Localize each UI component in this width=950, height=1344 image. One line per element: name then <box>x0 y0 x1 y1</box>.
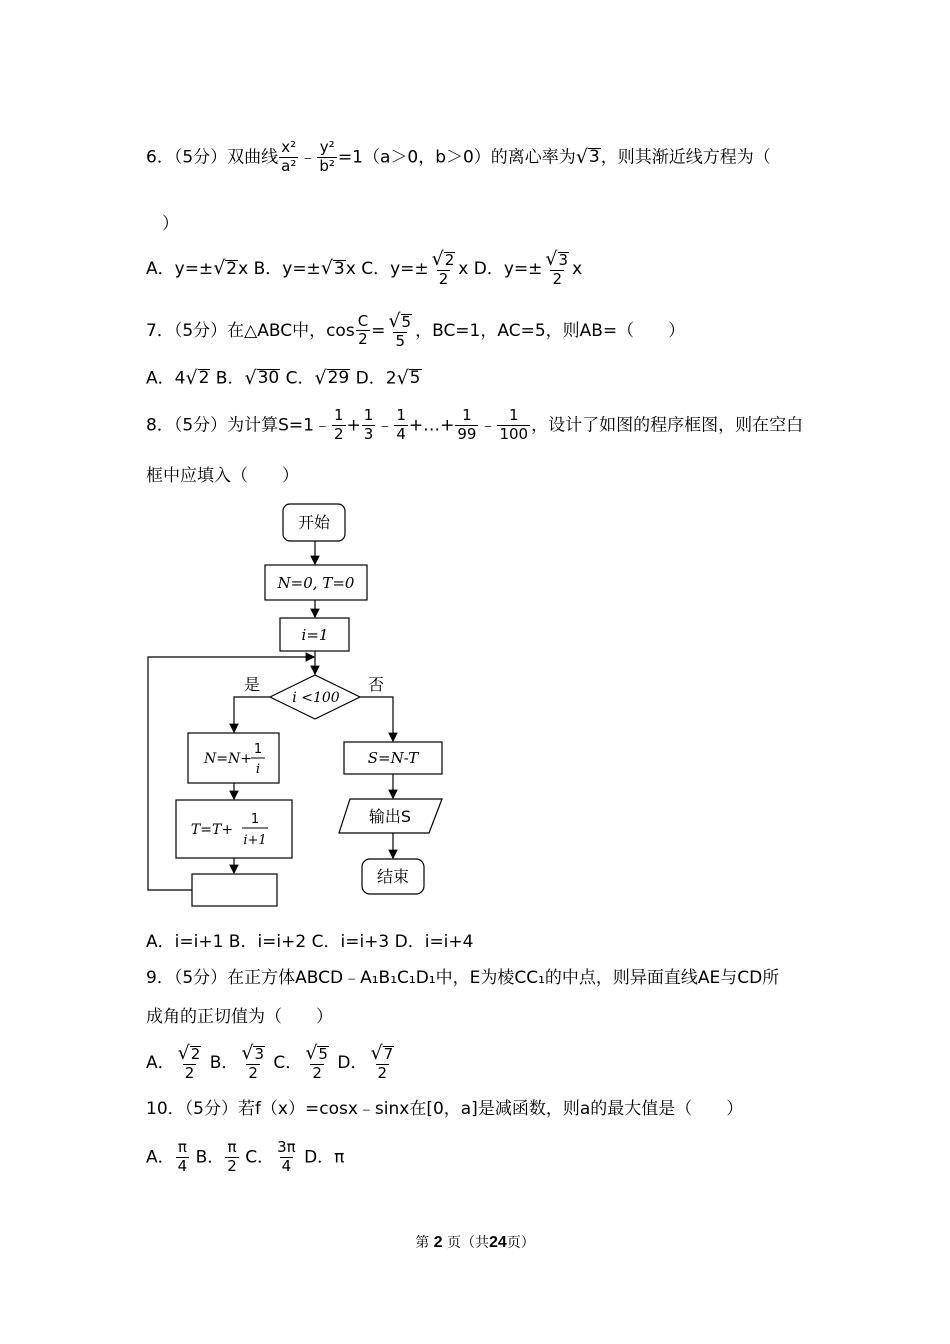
minus-sign: ﹣ <box>299 147 317 168</box>
frac-den: 99 <box>457 424 477 443</box>
page-number: 2 <box>433 1234 443 1251</box>
minus: ﹣ <box>479 415 497 436</box>
frac-num: π <box>227 1138 237 1156</box>
sqrt: √ 2 <box>177 1042 201 1064</box>
choice-d-label: D． <box>298 1147 335 1168</box>
sqrt: √ 2 <box>213 257 238 280</box>
choice-c-label: C． <box>239 1147 275 1168</box>
frac-num: 1 <box>333 406 344 424</box>
q10-choices <box>146 1140 344 1175</box>
frac-den: 2 <box>227 1156 237 1175</box>
choice-c-label: C． <box>268 1052 303 1073</box>
radicand: 2 <box>444 251 455 270</box>
equals: = <box>371 320 386 341</box>
frac <box>356 311 370 349</box>
q8-stem <box>146 408 803 443</box>
choice-b-label: B． <box>210 368 245 389</box>
t-num: 1 <box>250 812 260 827</box>
q8-choices-text: A．i=i+1 B．i=i+2 C．i=i+3 D．i=i+4 <box>146 932 474 952</box>
sqrt: √ 2 <box>185 367 210 389</box>
init-label: N=0, T=0 <box>277 574 355 592</box>
frac-den: 2 <box>377 1064 388 1082</box>
frac-den: 2 <box>333 424 344 443</box>
q6-choices <box>146 250 582 288</box>
frac-num: 1 <box>396 406 406 424</box>
frac-num: 1 <box>363 406 374 424</box>
choice-d-label: D．2 <box>350 368 397 389</box>
sqrt: √ 7 <box>370 1042 394 1064</box>
q6-lead: 6．（5分）双曲线 <box>146 147 279 168</box>
frac-num <box>303 1044 331 1064</box>
frac <box>275 1140 298 1175</box>
ellipsis: +…+ <box>408 415 455 436</box>
s-calc-label: S=N-T <box>367 749 419 767</box>
choice-d-value: π <box>334 1147 345 1168</box>
frac <box>394 408 408 443</box>
choice-d-x: x <box>572 258 583 279</box>
frac <box>430 250 458 288</box>
q9-line1-text: 9．（5分）在正方体ABCD﹣A₁B₁C₁D₁中，E为棱CC₁的中点，则异面直线AE与CD所 <box>146 968 780 988</box>
radicand: 3 <box>558 251 569 270</box>
q8-tail: ，设计了如图的程序框图，则在空白 <box>531 415 804 436</box>
sqrt: √ 5 <box>305 1042 328 1064</box>
radicand: 5 <box>409 368 421 389</box>
frac <box>362 408 376 443</box>
choice-a-label: A．4 <box>146 368 186 389</box>
choice-a-x: x <box>238 258 249 279</box>
q9-choices <box>146 1044 397 1082</box>
frac-num <box>430 250 458 270</box>
n-update-label: N=N+ <box>204 751 252 767</box>
q7-choices <box>146 369 422 388</box>
q6-tail: ，则其渐近线方程为（ <box>600 147 771 168</box>
frac-den: 2 <box>552 270 562 288</box>
q7-tail: ，BC=1，AC=5，则AB=（ ） <box>415 320 686 341</box>
frac-den: 4 <box>396 424 406 443</box>
choice-a-label: A． <box>146 1052 175 1073</box>
radicand: 3 <box>254 1045 265 1064</box>
q8-lead: 8．（5分）为计算S=1﹣ <box>146 415 331 436</box>
frac-den: 2 <box>248 1064 258 1082</box>
frac-num <box>176 1044 204 1064</box>
frac-den: 3 <box>363 424 374 443</box>
q8-line2-text: 框中应填入（ ） <box>146 466 299 486</box>
q9-line2-text: 成角的正切值为（ ） <box>146 1007 333 1027</box>
radicand: 5 <box>401 313 412 332</box>
radicand: 3 <box>333 258 345 279</box>
frac <box>543 250 571 288</box>
yes-label: 是 <box>243 675 261 694</box>
i-init-label: i=1 <box>301 626 329 644</box>
t-den: i+1 <box>243 833 267 848</box>
end-label: 结束 <box>376 867 410 886</box>
radicand: 2 <box>190 1045 201 1064</box>
frac <box>176 1044 204 1082</box>
frac-num <box>543 250 571 270</box>
frac <box>386 312 414 350</box>
footer-post: 页） <box>506 1235 535 1251</box>
radicand: 3 <box>588 146 600 167</box>
radicand: 2 <box>198 368 210 389</box>
frac-den: 4 <box>281 1156 292 1175</box>
choice-a-label: A． <box>146 1147 175 1168</box>
page-footer <box>0 1232 950 1252</box>
frac-den: 100 <box>499 424 529 443</box>
total-pages: 24 <box>489 1234 507 1251</box>
cond-label: i <100 <box>292 690 340 706</box>
frac-num: 1 <box>509 406 519 424</box>
footer-pre: 第 <box>415 1235 430 1251</box>
sqrt: √ 3 <box>575 145 600 168</box>
choice-b-x: x <box>345 258 356 279</box>
q9-line1 <box>146 970 779 987</box>
radicand: 2 <box>226 258 238 279</box>
frac-x2-a2 <box>279 140 298 175</box>
radicand: 7 <box>383 1045 394 1064</box>
frac <box>239 1044 267 1082</box>
frac-den: 2 <box>438 270 449 288</box>
t-update-label: T=T+ <box>190 822 234 838</box>
frac-num: π <box>177 1138 187 1156</box>
sqrt: √ 29 <box>314 367 350 389</box>
plus: + <box>346 415 361 436</box>
frac-den: 5 <box>395 332 406 350</box>
footer-mid: 页（共 <box>447 1235 489 1251</box>
blank-box <box>192 874 277 906</box>
frac <box>176 1140 190 1175</box>
frac-den: b² <box>319 156 335 175</box>
frac-den: 2 <box>312 1064 322 1082</box>
q6-close <box>162 216 179 233</box>
frac-den: 2 <box>184 1064 195 1082</box>
choice-b-label: B． <box>190 1147 225 1168</box>
frac-den: a² <box>281 156 297 175</box>
q8-choices <box>146 934 473 951</box>
frac-den: 2 <box>358 330 368 349</box>
frac-num: 3π <box>277 1138 296 1156</box>
no-label: 否 <box>367 675 385 694</box>
frac <box>368 1044 396 1082</box>
choice-b-label: B．y=± <box>248 258 321 279</box>
sqrt: √ 5 <box>396 367 421 389</box>
q6-stem <box>146 140 771 175</box>
frac-y2-b2 <box>317 140 337 175</box>
choice-b-label: B． <box>204 1052 239 1073</box>
start-label: 开始 <box>297 513 331 532</box>
radicand: 30 <box>257 368 280 389</box>
n-num: 1 <box>253 742 263 757</box>
frac-num: 1 <box>462 406 472 424</box>
sqrt: √ 3 <box>320 257 345 280</box>
choice-c-x: x <box>458 258 469 279</box>
choice-c-label: C．y=± <box>355 258 429 279</box>
frac <box>225 1140 239 1175</box>
frac <box>332 408 346 443</box>
n-den: i <box>255 762 261 777</box>
frac-num: y² <box>319 138 335 156</box>
choice-c-label: C． <box>280 368 315 389</box>
choice-d-label: D．y=± <box>468 258 543 279</box>
frac <box>497 408 530 443</box>
frac-num: x² <box>281 138 297 156</box>
radicand: 29 <box>327 368 350 389</box>
q7-lead: 7．（5分）在△ABC中，cos <box>146 320 355 341</box>
q9-line2 <box>146 1009 333 1026</box>
frac <box>303 1044 331 1082</box>
close-paren: ） <box>162 214 179 234</box>
frac-num <box>368 1044 396 1064</box>
sqrt: √ 30 <box>244 367 280 389</box>
minus: ﹣ <box>376 415 394 436</box>
frac-num: C <box>357 311 369 330</box>
sqrt: √ 3 <box>545 248 569 270</box>
q10-line1 <box>146 1101 743 1118</box>
q8-line2 <box>146 468 299 485</box>
choice-d-label: D． <box>331 1052 368 1073</box>
choice-a-label: A．y=± <box>146 258 214 279</box>
sqrt: √ 5 <box>388 310 412 332</box>
frac-den: 4 <box>177 1156 188 1175</box>
frac <box>455 408 478 443</box>
frac-num <box>239 1044 267 1064</box>
output-label: 输出S <box>368 807 412 826</box>
sqrt: √ 2 <box>431 248 455 270</box>
q6-mid: =1（a＞0，b＞0）的离心率为 <box>337 147 576 168</box>
q10-line1-text: 10．（5分）若f（x）=cosx﹣sinx在[0，a]是减函数，则a的最大值是（ ） <box>146 1099 744 1119</box>
q7-stem <box>146 312 685 350</box>
radicand: 5 <box>318 1045 328 1064</box>
sqrt: √ 3 <box>241 1042 265 1064</box>
frac-num <box>386 312 414 332</box>
flowchart <box>140 500 460 910</box>
